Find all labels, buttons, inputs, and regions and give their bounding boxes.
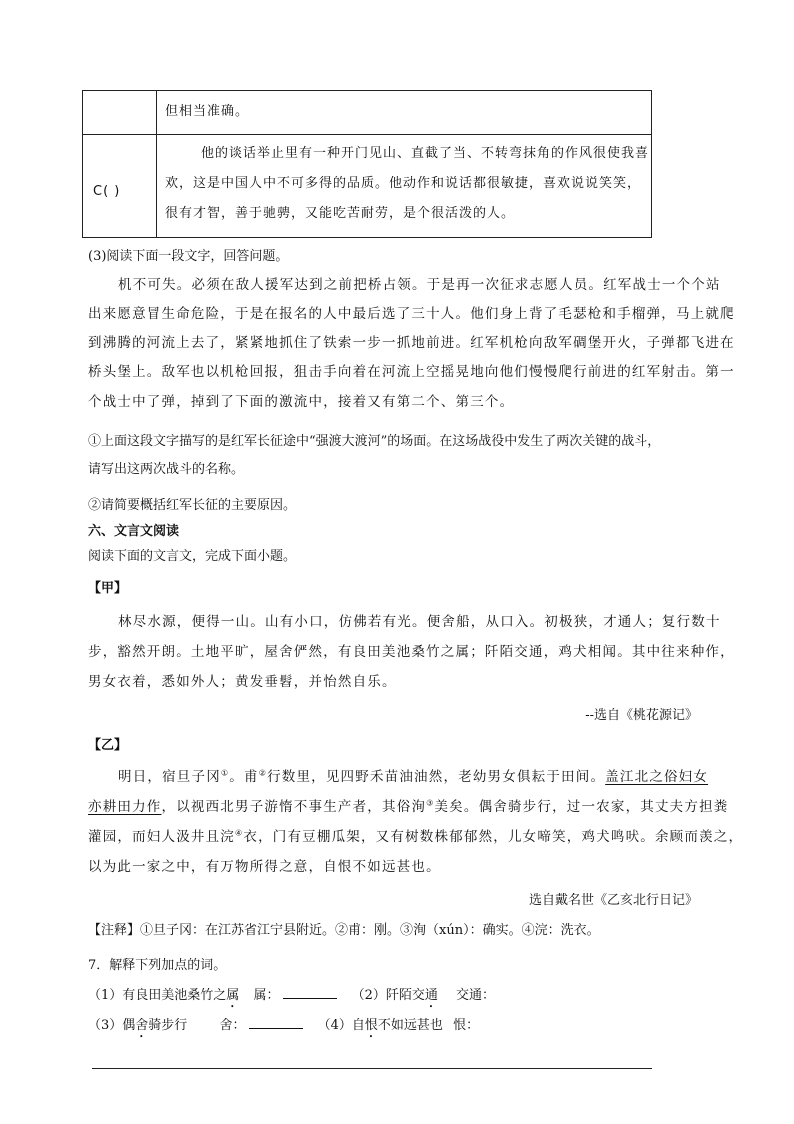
q7-item2-label: 交通：	[456, 988, 496, 1003]
options-table	[82, 90, 652, 238]
table-row2-label: C( )	[93, 184, 121, 199]
yi-underlined-sentence-part-1: 盖江北之俗妇女	[605, 769, 709, 785]
q3-passage-line-1: 机不可失。必须在敌人援军达到之前把桥占领。于是再一次征求志愿人员。红军战士一个个站	[118, 277, 721, 293]
annotation-notes: 【注释】①旦子冈：在江苏省江宁县附近。②甫：刚。③洵（xún）：确实。④浣：洗衣。	[88, 923, 600, 938]
yi-line-2-text-a: ，以视西北男子游惰不事生产者，其俗洵	[161, 799, 427, 815]
q7-item4-text: （4）自	[317, 1018, 365, 1033]
yi-line-4: 以为此一家之中，有万物所得之意，自恨不如远甚也。	[88, 859, 441, 875]
footnote-marker-1: ①	[220, 768, 230, 778]
table-column-divider	[156, 91, 157, 237]
q7-item1-label: 属：	[253, 988, 280, 1003]
q7-item1-answer-blank[interactable]	[283, 986, 337, 999]
jia-label: 【甲】	[88, 581, 128, 596]
yi-underlined-sentence-part-2: 亦耕田力作	[88, 799, 162, 815]
answer-line[interactable]	[92, 1068, 652, 1069]
yi-line-3-text-b: 衣，门有豆棚瓜架，又有树数株郁郁然，儿女啼笑，鸡犬鸣吠。余顾而羡之，	[243, 829, 744, 845]
table-row2-line-3: 很有才智，善于驰骋，又能吃苦耐劳，是个很活泼的人。	[165, 206, 516, 221]
jia-line-3: 男女衣着，悉如外人；黄发垂髫，并怡然自乐。	[88, 674, 397, 690]
footnote-marker-3: ③	[426, 798, 435, 808]
yi-source: 选自戴名世《乙亥北行日记》	[528, 893, 698, 908]
section6-instruction: 阅读下面的文言文，完成下面小题。	[88, 549, 297, 564]
q7-row-1	[88, 984, 495, 1011]
yi-line-3	[88, 825, 743, 845]
jia-line-2: 步，豁然开朗。土地平旷，屋舍俨然，有良田美池桑竹之属；阡陌交通，鸡犬相闻。其中往来种作，	[88, 644, 735, 660]
q7-item4-text-rest: 不如远甚也	[377, 1018, 443, 1033]
q7-item3-dotted-word: 舍	[135, 1018, 149, 1033]
q7-item4-label: 恨：	[453, 1018, 480, 1033]
q3-heading: (3)阅读下面一段文字，回答问题。	[88, 249, 289, 264]
q7-item2-text: （2）阡陌交	[351, 988, 425, 1003]
q7-item3-answer-blank[interactable]	[249, 1016, 303, 1029]
table-row2-line-2: 欢，这是中国人中不可多得的品质。他动作和说话都很敏捷，喜欢说说笑笑，	[165, 176, 642, 191]
q3-sub2: ②请简要概括红军长征的主要原因。	[88, 498, 297, 513]
q7-item3-label: 舍：	[219, 1018, 246, 1033]
yi-line-2-text-b: 美矣。偶舍骑步行，过一农家，其丈夫方担粪	[434, 799, 729, 815]
q3-sub1-line-2: 请写出这两次战斗的名称。	[88, 462, 245, 477]
q7-stem: 7．解释下列加点的词。	[88, 958, 227, 973]
q3-passage-line-3: 到沸腾的河流上去了，紧紧地抓住了铁索一步一抓地前进。红军机枪向敌军碉堡开火，子弹都飞进在	[88, 335, 735, 351]
yi-line-1-text-a: 明日，宿旦子冈	[118, 769, 221, 785]
q7-item4-dotted-word: 恨	[364, 1018, 378, 1033]
q7-item2-dotted-word: 通	[424, 988, 438, 1003]
yi-line-1-text-b: 。甫	[229, 769, 259, 785]
footnote-marker-4: ④	[235, 828, 244, 838]
section6-title: 六、文言文阅读	[88, 524, 180, 539]
q7-item3-text-rest: 骑步行	[148, 1018, 188, 1033]
q7-item1-text: （1）有良田美池桑竹之	[88, 988, 227, 1003]
table-row2-line-1: 他的谈话举止里有一种开门见山、直截了当、不转弯抹角的作风很使我喜	[201, 146, 650, 161]
jia-source: --选自《桃花源记》	[585, 708, 698, 723]
footnote-marker-2: ②	[258, 768, 268, 778]
table-row-divider	[83, 134, 651, 135]
q7-row-2	[88, 1014, 479, 1041]
yi-line-1	[118, 765, 708, 785]
yi-label: 【乙】	[88, 738, 128, 753]
yi-line-2	[88, 795, 728, 815]
q3-passage-line-4: 桥头堡上。敌军也以机枪回报，狙击手向着在河流上空摇晃地向他们慢慢爬行前进的红军射击。第一	[88, 364, 735, 380]
yi-line-3-text-a: 灌园，而妇人汲井且浣	[88, 829, 235, 845]
yi-line-1-text-c: 行数里，见四野禾苗油油然，老幼男女俱耘于田间。	[267, 769, 606, 785]
q3-sub1-line-1: ①上面这段文字描写的是红军长征途中“强渡大渡河”的场面。在这场战役中发生了两次关键的战斗，	[88, 434, 661, 449]
q3-passage-line-5: 个战士中了弹，掉到了下面的激流中，接着又有第二个、第三个。	[88, 394, 515, 410]
q3-passage-line-2: 出来愿意冒生命危险，于是在报名的人中最后选了三十人。他们身上背了毛瑟枪和手榴弹，马上就爬	[88, 306, 735, 322]
q7-item1-dotted-word: 属	[226, 988, 240, 1003]
jia-line-1: 林尽水源，便得一山。山有小口，仿佛若有光。便舍船，从口入。初极狭，才通人；复行数十	[118, 614, 721, 630]
table-row1-text: 但相当准确。	[165, 104, 250, 119]
q7-item3-text: （3）偶	[88, 1018, 136, 1033]
